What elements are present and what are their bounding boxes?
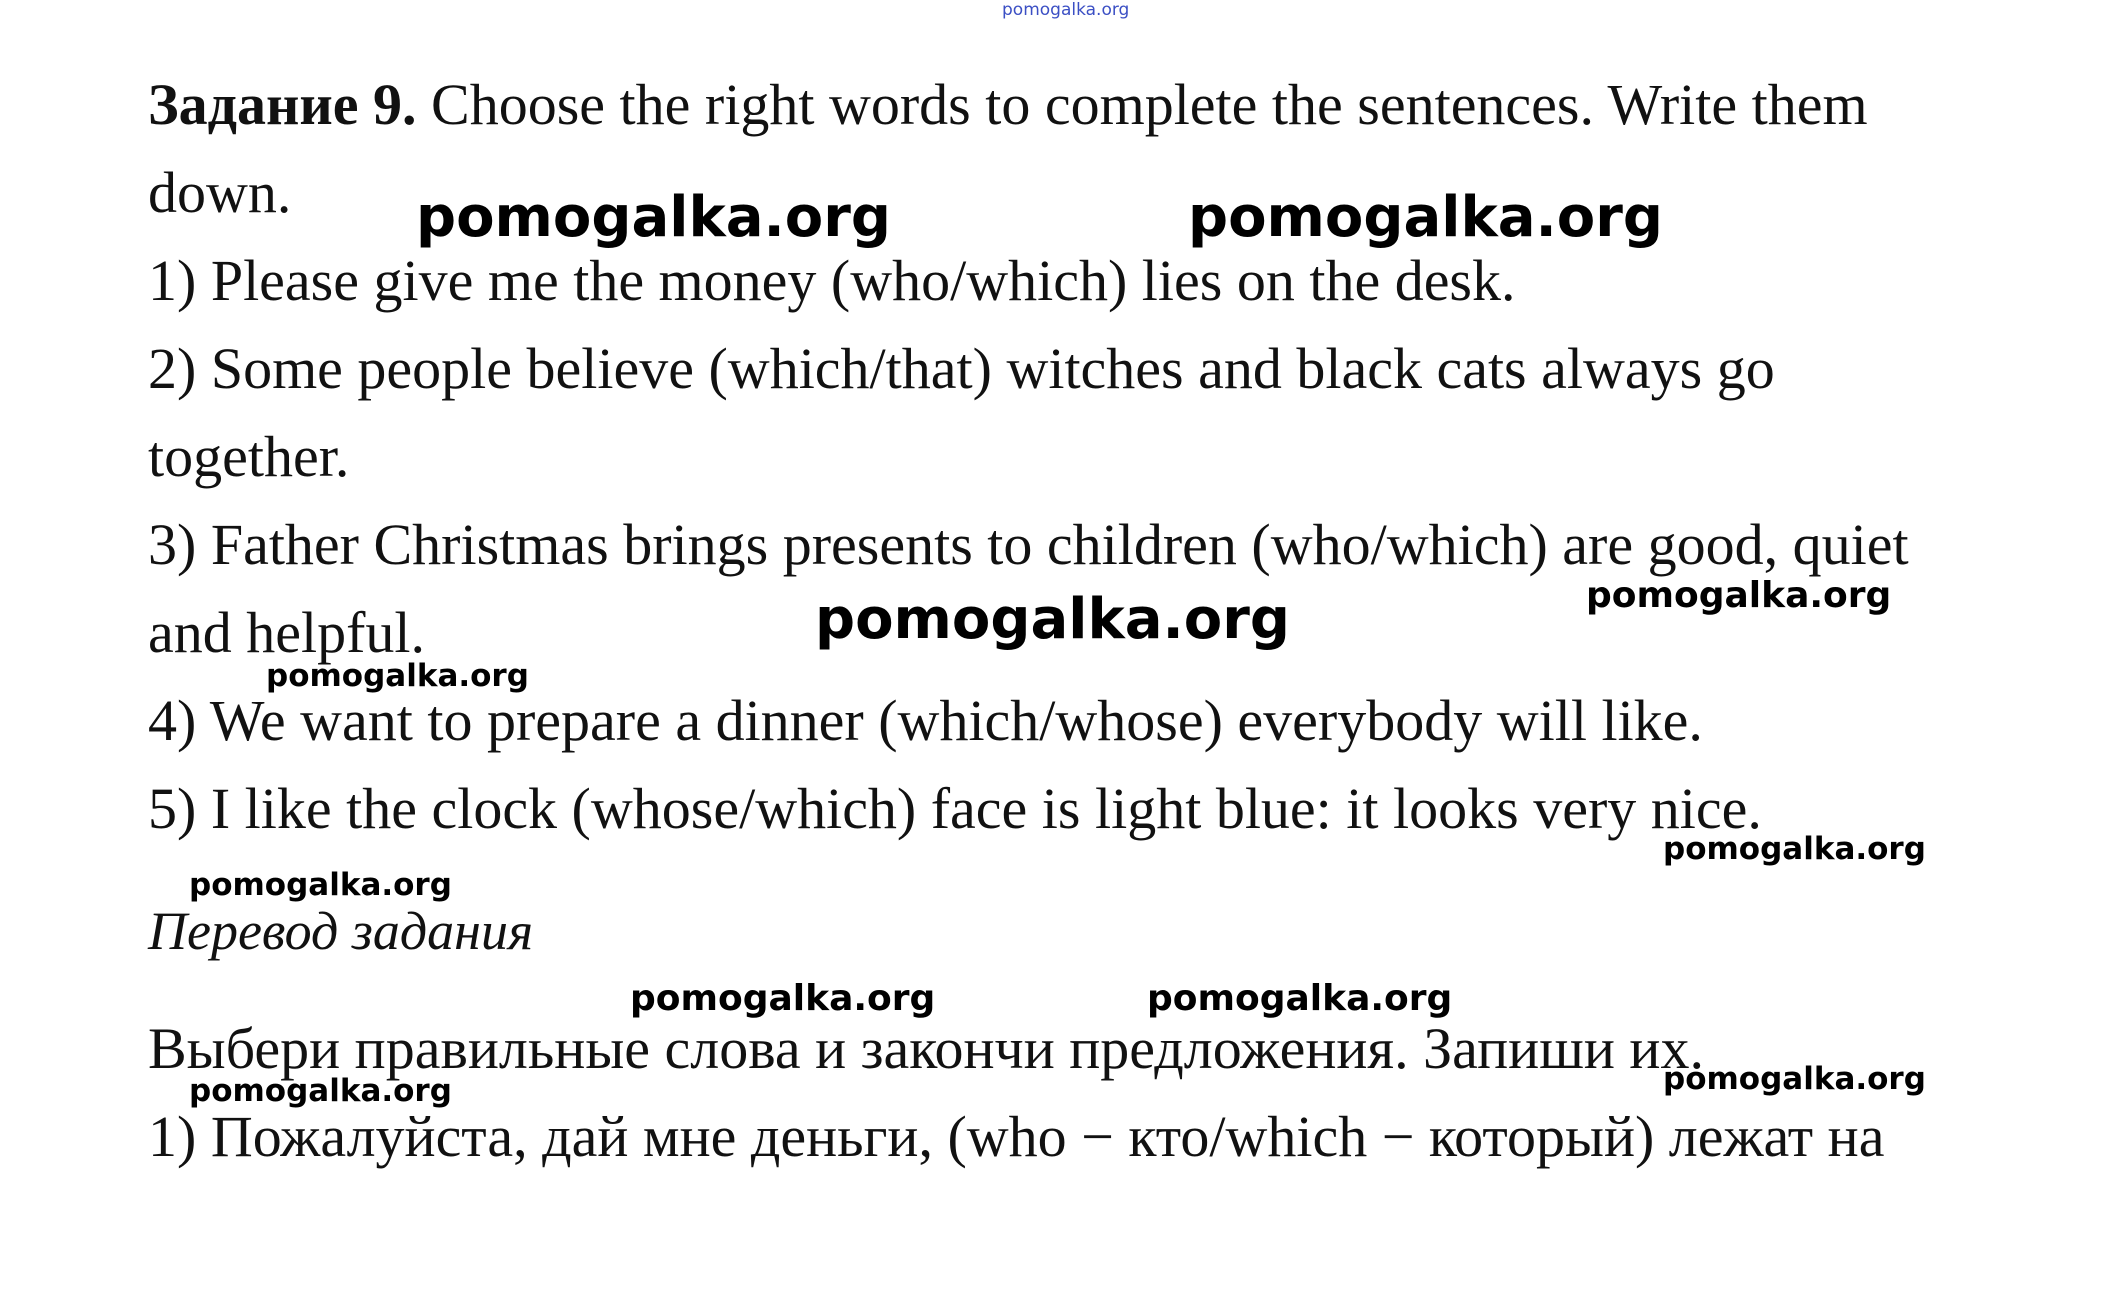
watermark: pomogalka.org [189, 867, 452, 903]
sentence-3-line-1: 3) Father Christmas brings presents to children (who/which) are good, quiet [148, 512, 1909, 577]
sentence-1: 1) Please give me the money (who/which) lies on the desk. [148, 248, 1516, 313]
header-watermark: pomogalka.org [1002, 0, 1130, 20]
watermark: pomogalka.org [1663, 1061, 1926, 1097]
watermark: pomogalka.org [1663, 831, 1926, 867]
sentence-5: 5) I like the clock (whose/which) face is light blue: it looks very nice. [148, 776, 1762, 841]
sentence-2-line-1: 2) Some people believe (which/that) witches and black cats always go [148, 336, 1775, 401]
sentence-3-line-2: and helpful. [148, 600, 426, 665]
watermark: pomogalka.org [630, 978, 936, 1019]
watermark: pomogalka.org [266, 658, 529, 694]
watermark: pomogalka.org [189, 1073, 452, 1109]
task-label: Задание 9. [148, 72, 417, 137]
watermark: pomogalka.org [1147, 978, 1453, 1019]
task-instruction-line-1 [148, 72, 1868, 137]
translation-heading: Перевод задания [148, 901, 534, 961]
sentence-2-line-2: together. [148, 424, 350, 489]
task-instruction-text: Choose the right words to complete the sentences. Write them [431, 72, 1868, 137]
watermark: pomogalka.org [1188, 185, 1663, 250]
watermark: pomogalka.org [1586, 575, 1892, 616]
watermark: pomogalka.org [815, 587, 1290, 652]
sentence-4: 4) We want to prepare a dinner (which/whose) everybody will like. [148, 688, 1703, 753]
translation-instruction: Выбери правильные слова и закончи предложения. Запиши их. [148, 1016, 1704, 1081]
task-instruction-line-2: down. [148, 160, 292, 225]
watermark: pomogalka.org [416, 185, 891, 250]
translation-sentence-1: 1) Пожалуйста, дай мне деньги, (who − кто/which − который) лежат на [148, 1104, 1885, 1169]
